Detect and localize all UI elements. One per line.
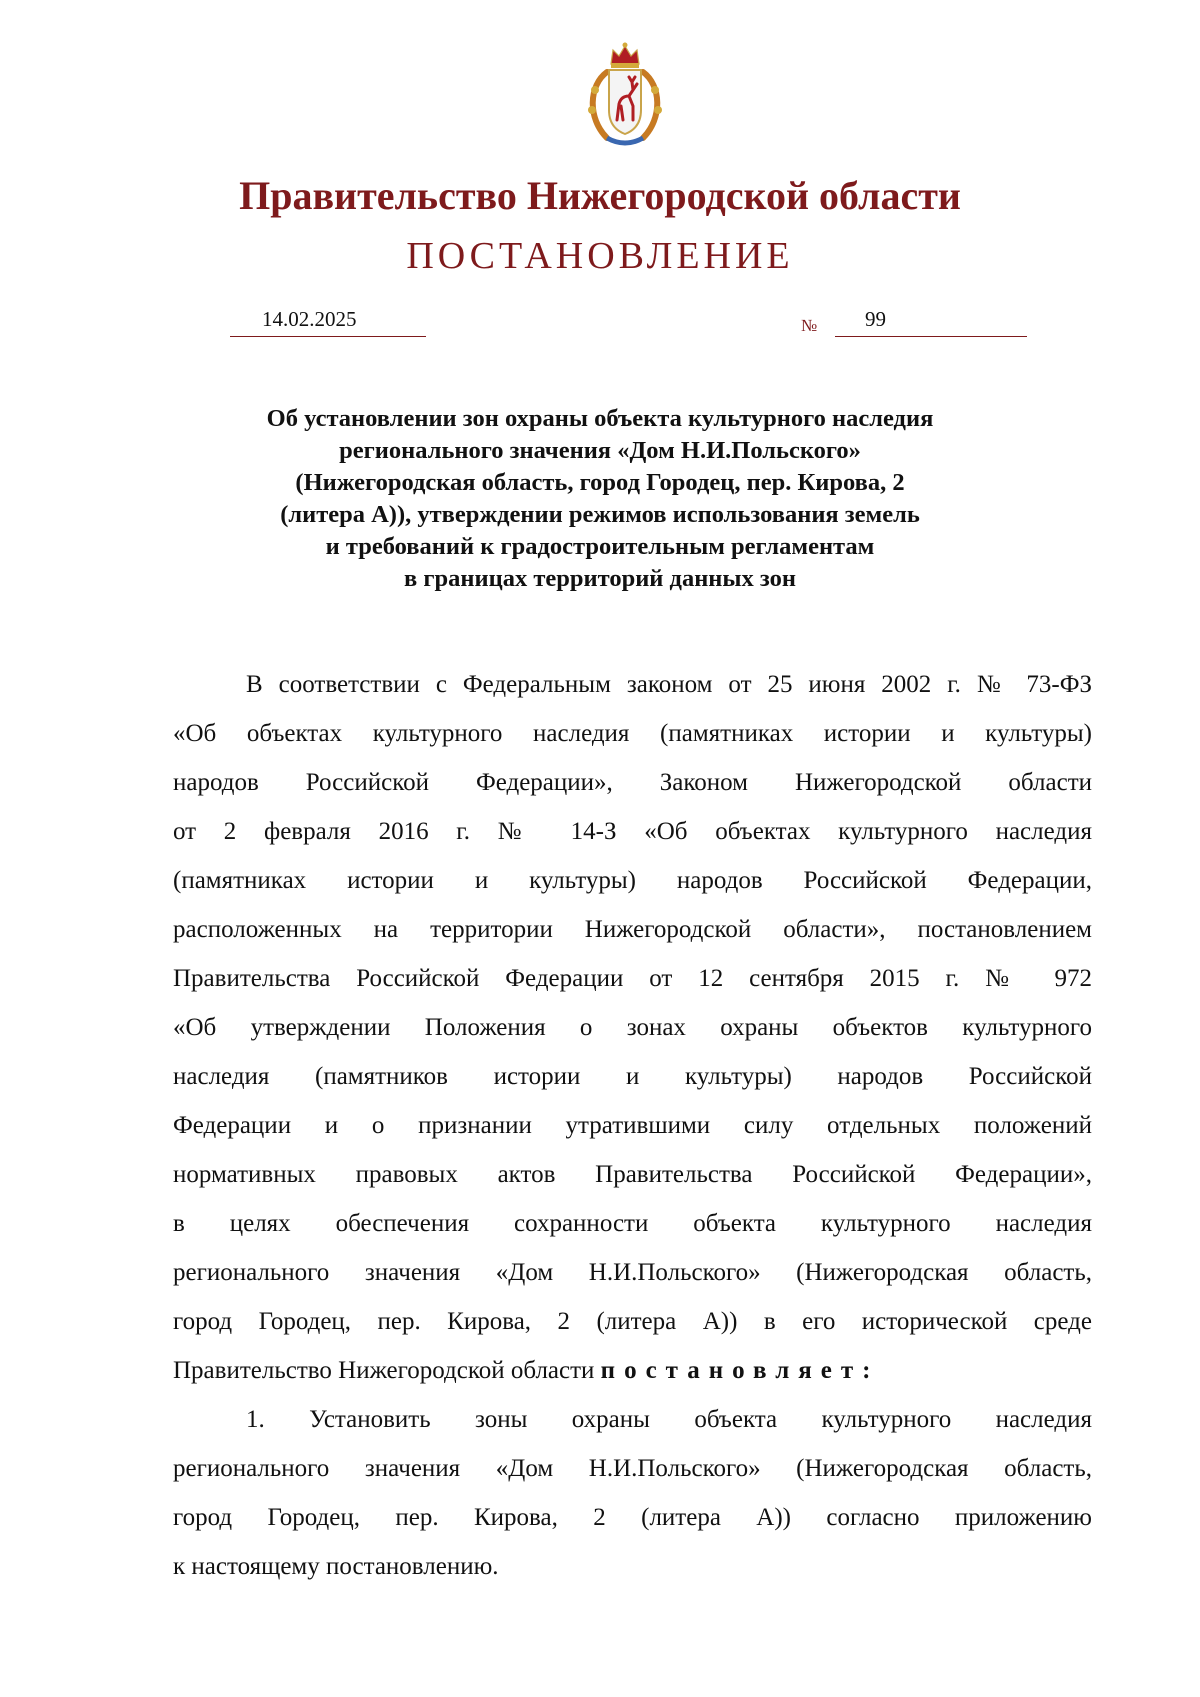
item-1-line: регионального значения «Дом Н.И.Польского» (Нижегородская область, [173,1455,1092,1482]
document-body [173,660,1092,1591]
number-sign: № [801,316,818,335]
resolution-line [173,1346,1092,1395]
document-type: ПОСТАНОВЛЕНИЕ [406,235,794,277]
subject-line: (Нижегородская область, город Городец, пер. Кирова, 2 [295,469,905,496]
subject-line: (литера А)), утверждении режимов использования земель [280,501,920,528]
subject-line: и требований к градостроительным регламентам [325,533,875,560]
subject-line: в границах территорий данных зон [404,565,796,592]
item-1-line: 1. Установить зоны охраны объекта культурного наследия [246,1406,1092,1433]
resolution-lead: Правительство Нижегородской области [173,1357,601,1384]
preamble-line: город Городец, пер. Кирова, 2 (литера А)) в его исторической среде [173,1308,1092,1335]
preamble-line: «Об объектах культурного наследия (памятниках истории и культуры) [173,720,1092,747]
government-title: Правительство Нижегородской области [239,173,961,218]
document-date-field [230,307,426,337]
preamble-line: (памятниках истории и культуры) народов Российской Федерации, [173,867,1092,894]
document-number-field [835,307,1027,337]
preamble-line: наследия (памятников истории и культуры) народов Российской [173,1063,1092,1090]
item-1-line: к настоящему постановлению. [173,1553,499,1580]
preamble-line: народов Российской Федерации», Законом Нижегородской области [173,769,1092,796]
preamble-line: Федерации и о признании утратившими силу отдельных положений [173,1112,1092,1139]
document-number: 99 [865,307,886,331]
document-subject [0,403,1200,595]
item-1-line: город Городец, пер. Кирова, 2 (литера А)) согласно приложению [173,1504,1092,1531]
coat-of-arms-icon [577,40,673,150]
preamble-line: от 2 февраля 2016 г. № 14-З «Об объектах культурного наследия [173,818,1092,845]
preamble-line: Правительства Российской Федерации от 12 сентября 2015 г. № 972 [173,965,1092,992]
preamble-line: «Об утверждении Положения о зонах охраны объектов культурного [173,1014,1092,1041]
preamble-line: расположенных на территории Нижегородской области», постановлением [173,916,1092,943]
preamble-line: В соответствии с Федеральным законом от 25 июня 2002 г. № 73-ФЗ [246,671,1092,698]
subject-line: регионального значения «Дом Н.И.Польского» [339,437,861,464]
preamble-line: в целях обеспечения сохранности объекта культурного наследия [173,1210,1092,1237]
preamble-line: нормативных правовых актов Правительства Российской Федерации», [173,1161,1092,1188]
document-date: 14.02.2025 [262,307,357,331]
preamble-line: регионального значения «Дом Н.И.Польского» (Нижегородская область, [173,1259,1092,1286]
subject-line: Об установлении зон охраны объекта культурного наследия [266,405,934,432]
resolution-keyword: постановляет: [600,1357,880,1384]
